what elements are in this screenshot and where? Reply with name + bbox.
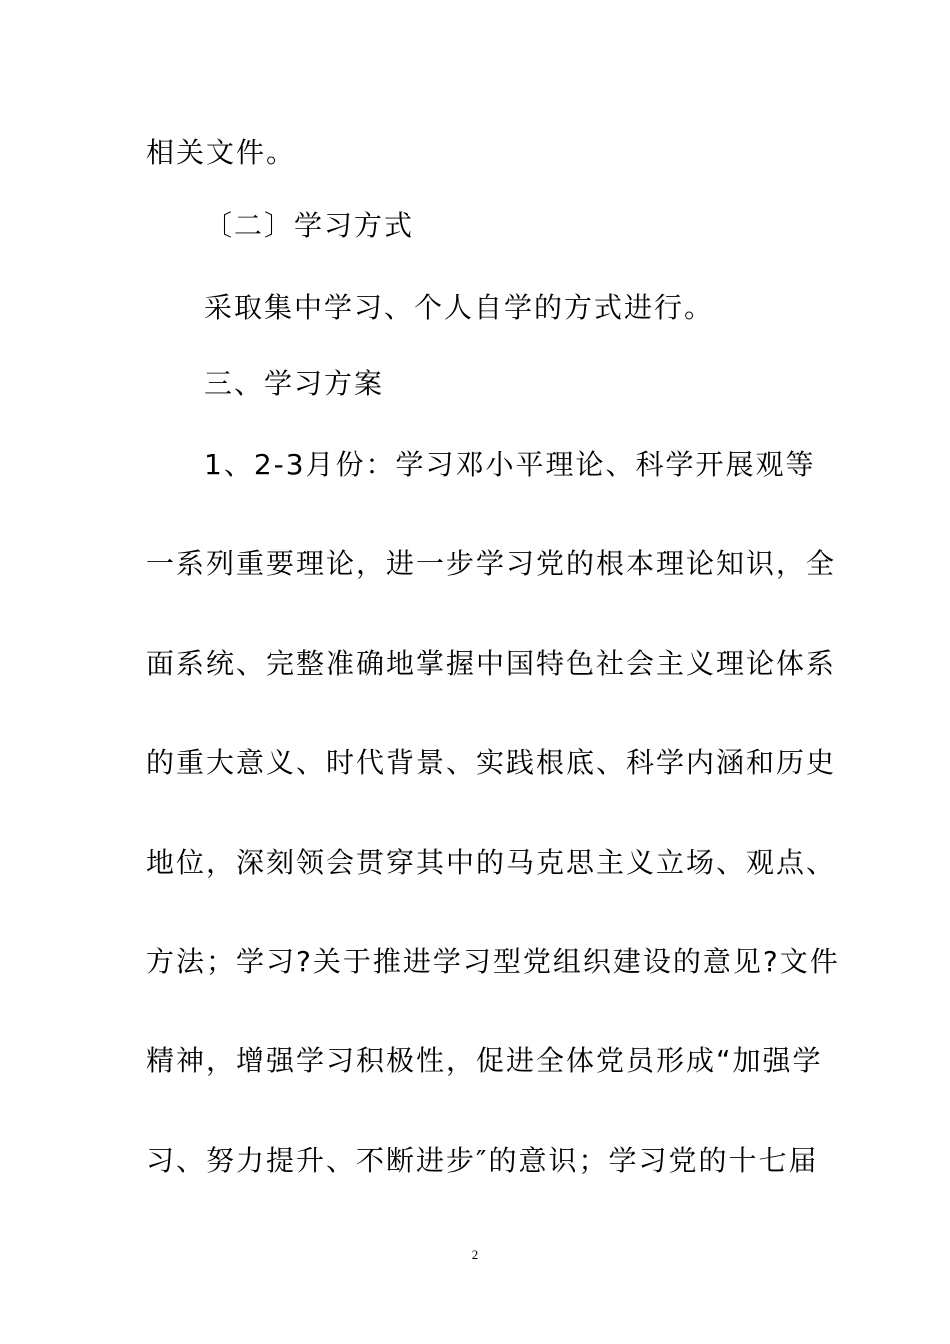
text-line-9: 地位，深刻领会贯穿其中的马克思主义立场、观点、 — [146, 846, 837, 879]
section-heading-study-plan: 三、学习方案 — [204, 367, 385, 400]
text-line-11: 精神，增强学习积极性，促进全体党员形成“加强学 — [146, 1044, 823, 1077]
text-line-6: 一系列重要理论，进一步学习党的根本理论知识，全 — [146, 547, 837, 580]
text-line-1: 相关文件。 — [146, 136, 297, 169]
text-line-8: 的重大意义、时代背景、实践根底、科学内涵和历史 — [146, 746, 837, 779]
section-heading-study-method: 〔二〕学习方式 — [204, 209, 415, 242]
page-number: 2 — [471, 1247, 479, 1262]
text-line-7: 面系统、完整准确地掌握中国特色社会主义理论体系 — [146, 647, 837, 680]
text-line-3: 采取集中学习、个人自学的方式进行。 — [204, 291, 715, 324]
text-line-12: 习、努力提升、不断进步″的意识；学习党的十七届 — [146, 1144, 819, 1177]
text-line-10: 方法；学习?关于推进学习型党组织建设的意见?文件 — [146, 945, 840, 978]
text-line-5: 1、2-3月份：学习邓小平理论、科学开展观等 — [204, 448, 816, 481]
